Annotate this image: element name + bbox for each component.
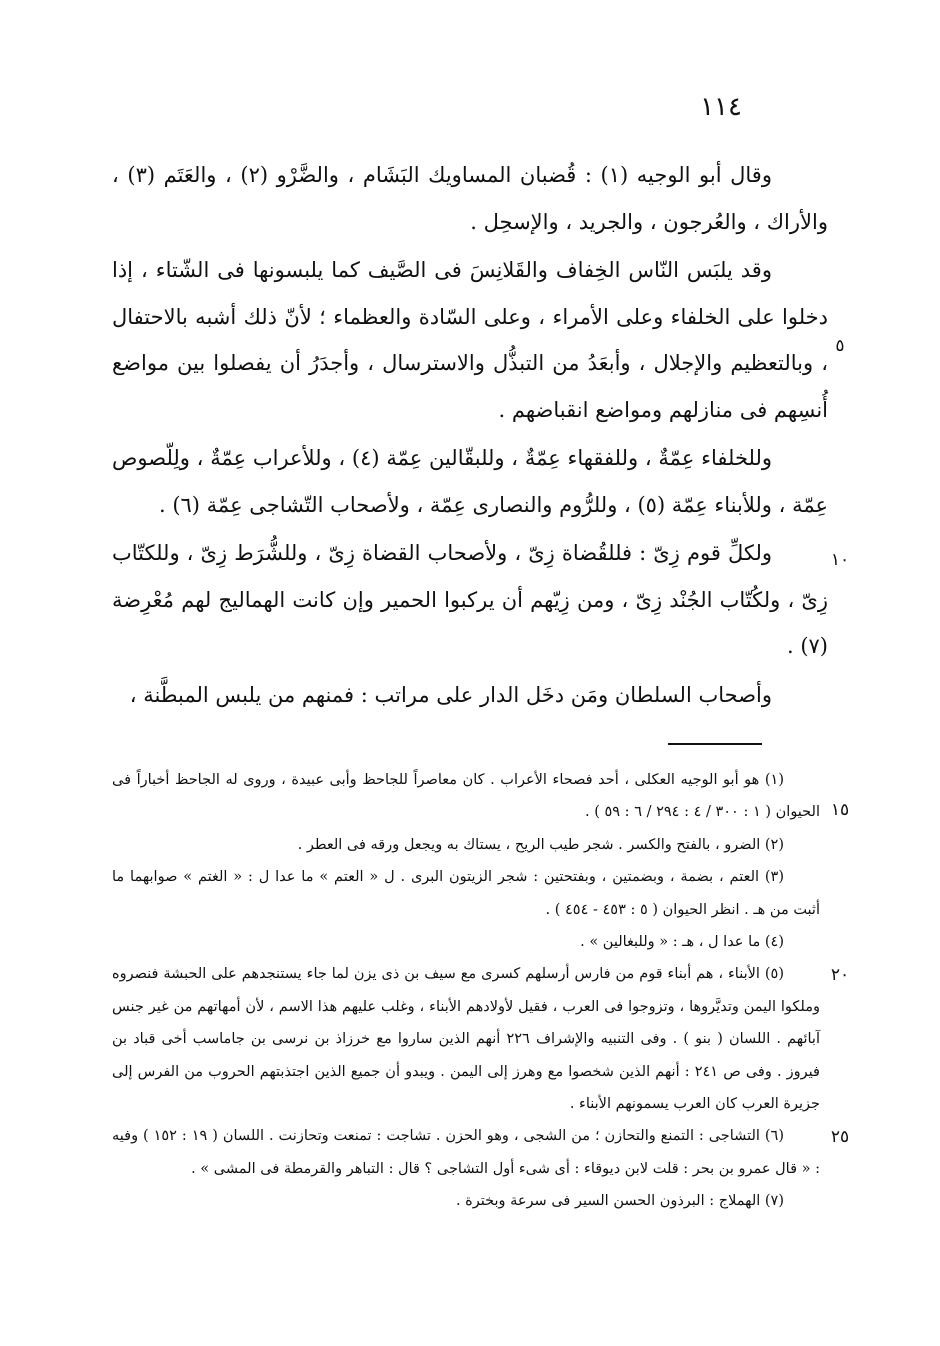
footnote-text: (٥) الأبناء ، هم أبناء قوم من فارس أرسلهم كسرى مع سيف بن ذى يزن لما جاء يستنجدهم على الحبشة فنصروه وملكوا اليمن وتديَّروها ، وتزوجوا فى العرب ، فقيل لأولادهم الأبناء ، وغلب عليهم هذا الاسم ، لأن أمهاتهم من غير جنس آبائهم . اللسان ( بنو ) . وفى التنبيه والإشراف ٢٢٦ أنهم الذين ساروا مع خرزاذ بن نرسى بن جاماسب أخى قباد بن فيروز . وفى ص ٢٤١ : أنهم الذين شخصوا مع وهرز إلى اليمن . ويبدو أن جميع الذين اجتذبتهم الحروب من الفرس إلى جزيرة العرب كان العرب يسمونهم الأبناء . [112,966,820,1113]
paragraph-text: وقد يلبَس النّاس الخِفاف والقَلانِسَ فى الصَّيف كما يلبسونها فى الشّتاء ، إذا دخلوا على الخلفاء وعلى الأمراء ، وعلى السّادة والعظماء ؛ لأنّ ذلك أشبه بالاحتفال ، وبالتعظيم والإجلال ، وأبعَدُ من التبذُّل والاسترسال ، وأجدَرُ أن يفصلوا بين مواضع أُنسِهم فى منازلهم ومواضع انقباضهم . [112,258,828,422]
page-number: ١١٤ [700,92,742,122]
paragraph [112,530,828,670]
footnote-text: (٢) الضرو ، بالفتح والكسر . شجر طيب الريح ، يستاك به ويجعل ورقه فى العطر . [297,836,784,853]
footnote [112,926,820,958]
footnote [112,958,820,1120]
footnote-text: (١) هو أبو الوجيه العكلى ، أحد فصحاء الأعراب . كان معاصراً للجاحظ وأبى عبيدة ، وروى له الجاحظ أخباراً فى الحيوان ( ١ : ٣٠٠ / ٤ : ٢٩٤ / ٦ : ٥٩ ) . [112,772,820,821]
footnote [112,1185,820,1217]
paragraph [112,672,828,719]
line-number-10: ١٠ [830,550,850,570]
paragraph-text: وللخلفاء عِمّةٌ ، وللفقهاء عِمّةٌ ، وللبقّالين عِمّة (٤) ، وللأعراب عِمّةٌ ، ولِلّصوص عِمّة ، وللأبناء عِمّة (٥) ، وللرُّوم والنصارى عِمّة ، ولأصحاب التّشاجى عِمّة (٦) . [112,446,828,517]
paragraph-text: ولكلِّ قوم زِىّ : فللقُضاة زِىّ ، ولأصحاب القضاة زِىّ ، وللشُّرَط زِىّ ، وللكتّاب زِىّ ، ولكُتّاب الجُنْد زِىّ ، ومن زِيّهم أن يركبوا الحمير وإن كانت الهماليج لهم مُعْرِضة (٧) . [112,541,828,658]
paragraph-text: وقال أبو الوجيه (١) : قُضبان المساويك البَشَام ، والضَّرْو (٢) ، والعَتَم (٣) ، والأراك ، والعُرجون ، والجريد ، والإسحِل . [112,163,828,234]
paragraph-text: وأصحاب السلطان ومَن دخَل الدار على مراتب : فمنهم من يلبس المبطَّنة ، [129,682,772,707]
main-text [112,152,828,718]
paragraph [112,152,828,245]
line-number-20: ٢٠ [830,965,850,985]
footnote [112,1120,820,1185]
line-number-15: ١٥ [830,800,850,820]
footnote-text: (٧) الهملاج : البرذون الحسن السير فى سرعة وبخترة . [455,1193,784,1210]
footnote-text: (٤) ما عدا ل ، هـ : « وللبغالين » . [580,934,784,951]
paragraph [112,435,828,528]
footnote-separator [668,743,762,745]
line-number-5: ٥ [835,336,845,356]
footnote [112,829,820,861]
footnotes [112,764,820,1218]
footnote [112,764,820,829]
line-number-25: ٢٥ [830,1127,850,1147]
paragraph [112,247,828,433]
footnote-text: (٦) التشاجى : التمنع والتحازن ؛ من الشجى ، وهو الحزن . تشاجت : تمنعت وتحازنت . اللسان ( ١٩ : ١٥٢ ) وفيه : « قال عمرو بن بحر : قلت لابن ديوقاء : أى شىء أول التشاجى ؟ قال : التباهر والقرمطة فى المشى » . [112,1128,820,1177]
footnote-text: (٣) العتم ، بضمة ، وبضمتين ، وبفتحتين : شجر الزيتون البرى . ل « العتم » ما عدا ل : « الغتم » صوابهما ما أثبت من هـ . انظر الحيوان ( ٥ : ٤٥٣ - ٤٥٤ ) . [112,869,820,918]
footnote [112,861,820,926]
